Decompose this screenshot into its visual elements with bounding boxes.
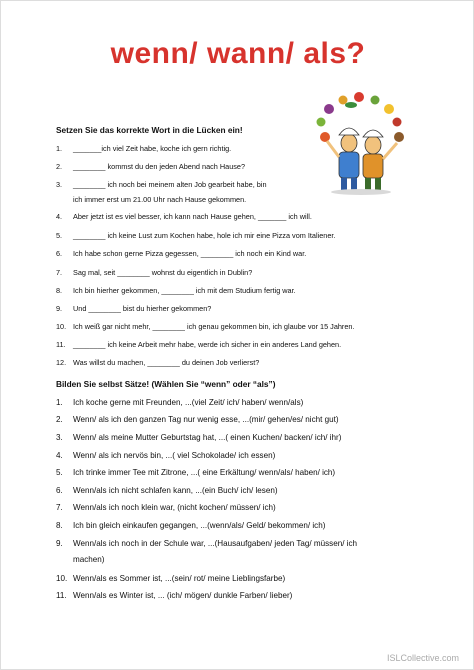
site-watermark: ISLCollective.com: [386, 653, 459, 663]
page-title: wenn/ wann/ als?: [110, 37, 366, 70]
section2-instruction: Bilden Sie selbst Sätze! (Wählen Sie “wenn” oder “als”): [56, 379, 276, 389]
section1-instruction: Setzen Sie das korrekte Wort in die Lücken ein!: [56, 125, 243, 135]
juggling-cooks-illustration: [301, 89, 421, 197]
worksheet-page: wenn/ wann/ als? Setzen Sie das korrekte Wort in die Lücken ein! 1. _______ich viel Zeit habe, koche ich gern richtig. 2. ________ kommst du den jeden Abend nach Hause? 3. ________ ich noch bei meinem alten Job gearbeit habe, bin ich immer erst um 21.00 Uhr nach Hause gekommen. 4. Aber jetzt ist es viel besser, ich kann nach Hause gehen, _______ ich will. 5. ________ ich keine Lust zum Kochen habe, hole ich mir eine Pizza vom Italiener. 6. Ich habe schon gerne Pizza gegessen, ________ ich noch ein Kind war. 7. Sag mal, seit ________ wohnst du eigentlich in Dublin? 8. Ich bin hierher gekommen, ________ ich mit dem Studium fertig war. 9. Und ________ bist du hierher gekommen? 10. Ich weiß gar nicht mehr, ________ ich genau gekommen bin, ich glaube vor 15 Jahren. 11. ________ ich keine Arbeit mehr habe, werde ich sicher in ein anderes Land gehen. 12. Was willst du machen, ________ du deinen Job verlierst? Bilden Sie selbst Sätze! (Wählen Sie “wenn” oder “als”) 1. Ich koche gerne mit Freunden, ...(viel Zeit/ ich/ haben/ wenn/als) 2. Wenn/ als ich den ganzen Tag nur wenig esse, ...(mir/ gehen/es/ nicht gut) 3. Wenn/ als meine Mutter Geburtstag hat, ...( einen Kuchen/ backen/ ich/ ihr) 4. Wenn/ als ich nervös bin, ...( viel Schokolade/ ich essen) 5. Ich trinke immer Tee mit Zitrone, ...( eine Erkältung/ wenn/als/ haben/ ich) 6. Wenn/als ich nicht schlafen kann, ...(ein Buch/ ich/ lesen) 7. Wenn/als ich noch klein war, (nicht kochen/ müssen/ ich) 8. Ich bin gleich einkaufen gegangen, ...(wenn/als/ Geld/ bekommen/ ich) 9. Wenn/als ich noch in der Schule war, ...(Hausaufgaben/ jeden Tag/ müssen/ ich machen) 10. Wenn/als es Sommer ist, ...(sein/ rot/ meine Lieblingsfarbe) 11. Wenn/als es Winter ist, ... (ich/ mögen/ dunkle Farben/ lieber) ISLCollective.com: [0, 0, 474, 670]
